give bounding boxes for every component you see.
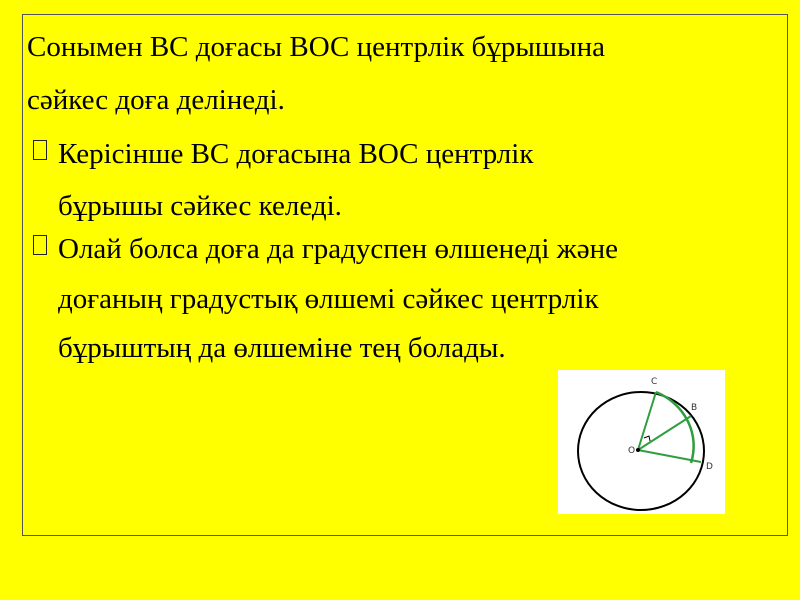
text-line-4: бұрышы сәйкес келеді. (58, 190, 342, 222)
circle-arc-figure (558, 370, 725, 514)
bullet-icon (33, 140, 47, 160)
text-line-2: сәйкес доға делінеді. (27, 84, 285, 116)
text-line-1: Сонымен ВС доғасы ВОС центрлік бұрышына (27, 31, 606, 63)
text-line-7: бұрыштың да өлшеміне тең болады. (58, 332, 506, 364)
text-line-5: Олай болса доға да градуспен өлшенеді және (58, 233, 618, 265)
center-point (636, 448, 640, 452)
label-c: C (651, 377, 658, 387)
label-o: O (628, 446, 636, 456)
circle-diagram (558, 370, 725, 514)
label-d: D (706, 462, 713, 472)
text-line-3: Керісінше ВС доғасына ВОС центрлік (58, 138, 534, 170)
bullet-icon (33, 235, 47, 255)
label-b: B (691, 403, 698, 413)
angle-mark (644, 436, 650, 441)
text-line-6: доғаның градустық өлшемі сәйкес центрлік (58, 283, 599, 315)
